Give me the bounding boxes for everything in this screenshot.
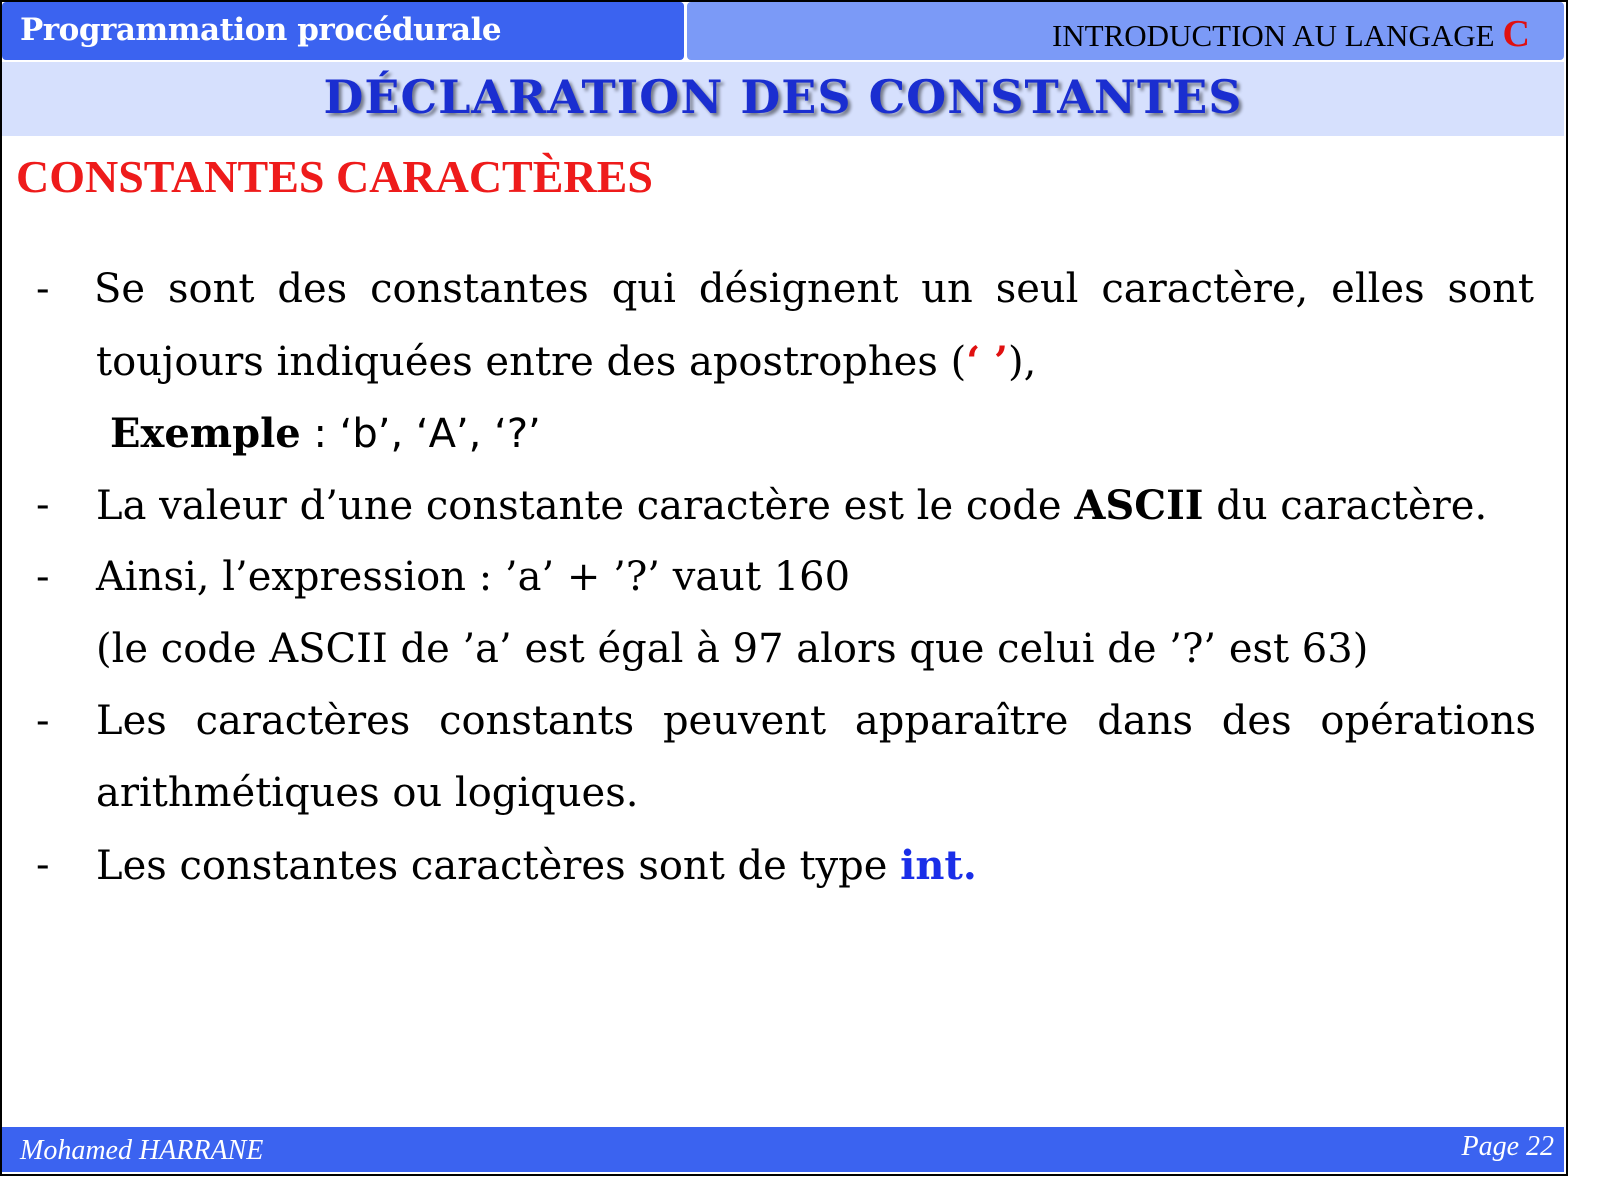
footer-bar xyxy=(2,1127,1564,1172)
author-name: Mohamed HARRANE xyxy=(20,1135,264,1166)
bullet-marker: - xyxy=(36,482,50,528)
bullet-2-text-a: La valeur d’une constante caractère est le code xyxy=(96,483,1075,529)
example-line xyxy=(110,410,541,457)
int-keyword: int xyxy=(900,842,963,889)
bullet-marker: - xyxy=(36,266,50,312)
slide-title: DÉCLARATION DES CONSTANTES xyxy=(323,70,1243,124)
bullet-5-line xyxy=(96,842,977,889)
bullet-3-line-2: (le code ASCII de ’a’ est égal à 97 alors que celui de ’?’ est 63) xyxy=(96,626,1369,672)
section-title: CONSTANTES CARACTÈRES xyxy=(16,151,653,202)
example-label: Exemple xyxy=(110,410,301,457)
page-number: Page 22 xyxy=(1461,1131,1554,1162)
bullet-marker: - xyxy=(36,698,50,744)
bullet-2-line xyxy=(96,482,1487,529)
bullet-4-line-1 xyxy=(96,698,1536,744)
bullet-1-line-2-b: ), xyxy=(1007,339,1037,385)
bullet-1-line-2-a: toujours indiquées entre des apostrophes ( xyxy=(96,339,967,385)
chapter-title-text: INTRODUCTION AU LANGAGE xyxy=(1051,18,1495,53)
ascii-bold: ASCII xyxy=(1074,482,1204,529)
course-title: Programmation procédurale xyxy=(20,12,502,48)
bullet-1-line-1-text: Se sont des constantes qui désignent un seul caractère, elles sont xyxy=(94,266,1534,312)
chapter-title-letter: C xyxy=(1502,13,1530,55)
bullet-5-text: Les constantes caractères sont de type xyxy=(96,843,901,889)
apostrophes-example: ‘ ’ xyxy=(966,338,1008,385)
bullet-3-line-1: Ainsi, l’expression : ’a’ + ’?’ vaut 160 xyxy=(96,554,851,600)
bullet-marker: - xyxy=(36,554,50,600)
bullet-4-line-2: arithmétiques ou logiques. xyxy=(96,770,639,816)
int-dot: . xyxy=(962,842,977,889)
bullet-1-line-2 xyxy=(96,338,1036,385)
bullet-1-line-1 xyxy=(94,266,1534,312)
bullet-4-line-1-text: Les caractères constants peuvent apparaître dans des opérations xyxy=(96,698,1536,744)
example-values: : ‘b’, ‘A’, ‘?’ xyxy=(300,411,541,457)
bullet-2-text-b: du caractère. xyxy=(1203,483,1488,529)
bullet-marker: - xyxy=(36,842,50,888)
